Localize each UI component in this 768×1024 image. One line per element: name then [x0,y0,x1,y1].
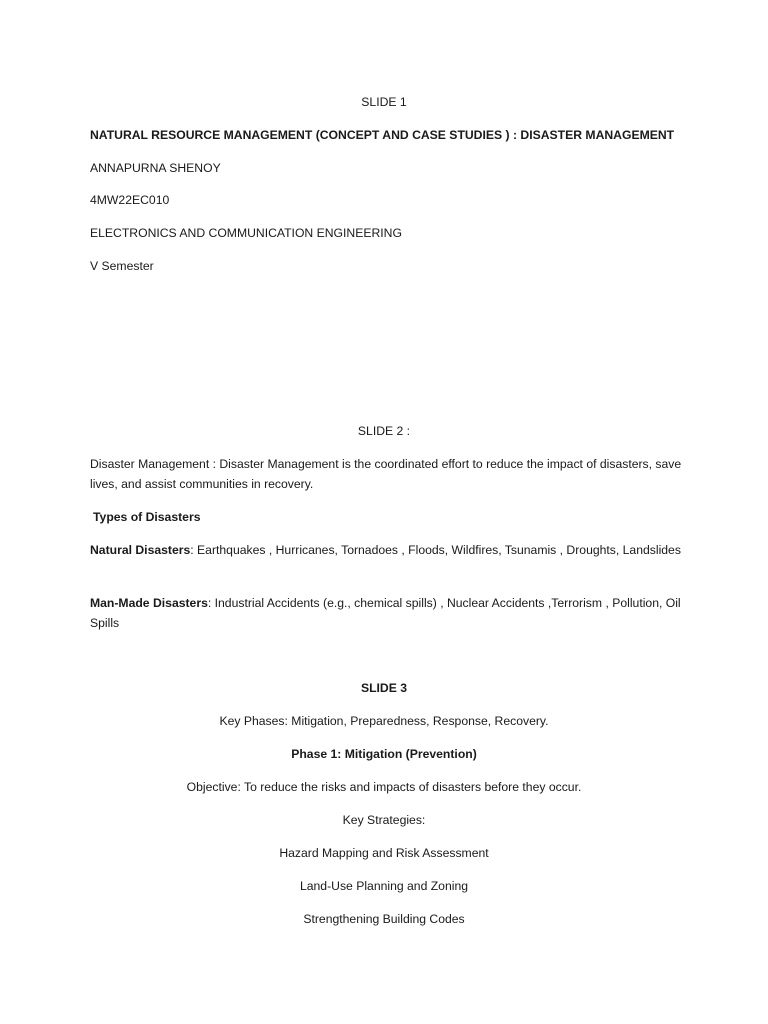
slide1-department: ELECTRONICS AND COMMUNICATION ENGINEERING [90,226,402,240]
strategy-item: Hazard Mapping and Risk Assessment [279,846,489,860]
slide1-title: NATURAL RESOURCE MANAGEMENT (CONCEPT AND CASE STUDIES ) : DISASTER MANAGEMENT [90,128,675,142]
slide1-usn: 4MW22EC010 [90,193,170,207]
manmade-disasters-label: Man-Made Disasters [90,596,208,610]
slide1-author: ANNAPURNA SHENOY [90,161,221,175]
manmade-disasters-list: : Industrial Accidents (e.g., chemical spills) , Nuclear Accidents ,Terrorism , Pollution, Oil Spills [90,596,681,630]
strategy-item: Strengthening Building Codes [303,912,465,926]
slide3-strategies-heading: Key Strategies: [342,813,426,827]
slide2-natural-disasters [90,540,682,560]
slide2-definition: Disaster Management : Disaster Management is the coordinated effort to reduce the impact of disasters, save lives, and assist communities in recovery. [90,457,682,491]
slide2-manmade-disasters [90,593,682,633]
slide3-objective: Objective: To reduce the risks and impacts of disasters before they occur. [186,780,582,794]
slide1-semester: V Semester [90,259,154,273]
natural-disasters-list: : Earthquakes , Hurricanes, Tornadoes , Floods, Wildfires, Tsunamis , Droughts, Landslides [190,543,681,557]
slide3-key-phases: Key Phases: Mitigation, Preparedness, Response, Recovery. [219,714,549,728]
slide2-types-heading: Types of Disasters [93,510,201,524]
slide1-heading: SLIDE 1 [361,95,407,109]
strategy-item: Land-Use Planning and Zoning [299,879,469,893]
slide3-phase1: Phase 1: Mitigation (Prevention) [291,747,477,761]
slide2-heading: SLIDE 2 : [357,424,411,438]
natural-disasters-label: Natural Disasters [90,543,191,557]
slide3-heading: SLIDE 3 [360,681,408,695]
